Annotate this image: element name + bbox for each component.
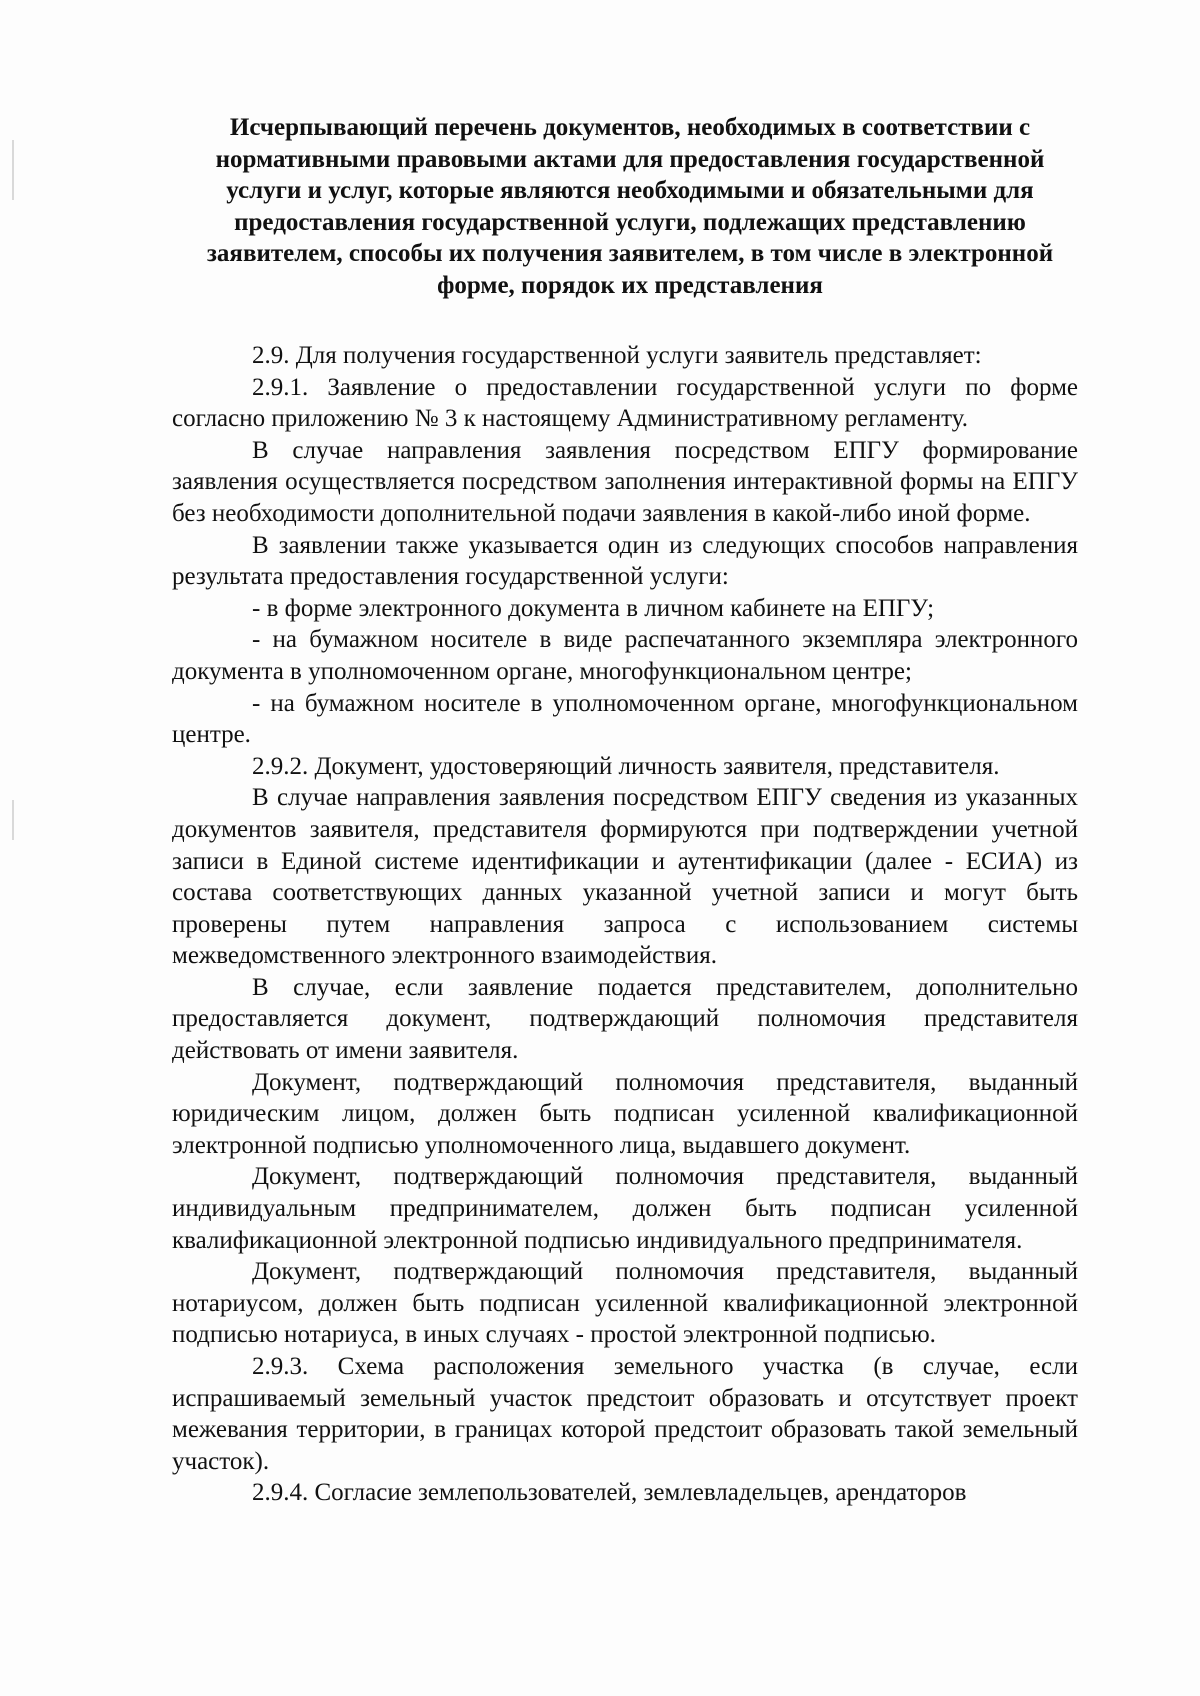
list-item-paper: - на бумажном носителе в уполномоченном органе, многофункциональном центре. (172, 689, 1078, 749)
paragraph-notary: Документ, подтверждающий полномочия представителя, выданный нотариусом, должен быть подписан усиленной квалификационной электронной подписью нотариуса, в иных случаях - простой электронной подписью. (172, 1258, 1078, 1349)
scan-edge-mark (12, 140, 14, 200)
paragraph-entrepreneur: Документ, подтверждающий полномочия представителя, выданный индивидуальным предпринимателем, должен быть подписан усиленной квалификационной электронной подписью индивидуального предпринимателя. (172, 1163, 1078, 1254)
paragraph-result-methods: В заявлении также указывается один из следующих способов направления результата предоставления государственной услуги: (172, 531, 1078, 591)
list-item-printed-copy: - на бумажном носителе в виде распечатанного экземпляра электронного документа в уполномоченном органе, многофункциональном центре; (172, 626, 1078, 685)
list-item-electronic: - в форме электронного документа в личном кабинете на ЕПГУ; (252, 594, 935, 622)
paragraph-legal-entity: Документ, подтверждающий полномочия представителя, выданный юридическим лицом, должен быть подписан усиленной квалификационной электронной подписью уполномоченного лица, выдавшего документ. (172, 1068, 1078, 1159)
document-heading: Исчерпывающий перечень документов, необходимых в соответствии с нормативными правовыми актами для предоставления государственной услуги и услуг, которые являются необходимыми и обязательными для предоставления государственной услуги, подлежащих представлению заявителем, способы их получения заявителем, в том числе в электронной форме, порядок их представления (206, 114, 1054, 299)
paragraph-epgu-form: В случае направления заявления посредством ЕПГУ формирование заявления осуществляется посредством заполнения интерактивной формы на ЕПГУ без необходимости дополнительной подачи заявления в какой-либо иной форме. (172, 436, 1078, 527)
paragraph-2-9: 2.9. Для получения государственной услуги заявитель представляет: (252, 342, 982, 369)
paragraph-2-9-2: 2.9.2. Документ, удостоверяющий личность заявителя, представителя. (252, 752, 1000, 780)
document-body (172, 340, 1078, 1509)
paragraph-representative: В случае, если заявление подается представителем, дополнительно предоставляется документ, подтверждающий полномочия представителя действовать от имени заявителя. (172, 973, 1078, 1065)
scan-edge-mark (12, 800, 14, 840)
paragraph-esia: В случае направления заявления посредством ЕПГУ сведения из указанных документов заявителя, представителя формируются при подтверждении учетной записи в Единой системе идентификации и аутентификации (далее - ЕСИА) из состава соответствующих данных указанной учетной записи и могут быть проверены путем направления запроса с использованием системы межведомственного электронного взаимодействия. (172, 784, 1078, 970)
paragraph-2-9-1: 2.9.1. Заявление о предоставлении государственной услуги по форме согласно приложению № 3 к настоящему Административному регламенту. (172, 373, 1078, 433)
paragraph-2-9-4: 2.9.4. Согласие землепользователей, землевладельцев, арендаторов (252, 1479, 967, 1507)
paragraph-2-9-3: 2.9.3. Схема расположения земельного участка (в случае, если испрашиваемый земельный участок предстоит образовать и отсутствует проект межевания территории, в границах которой предстоит образовать такой земельный участок). (172, 1353, 1078, 1475)
